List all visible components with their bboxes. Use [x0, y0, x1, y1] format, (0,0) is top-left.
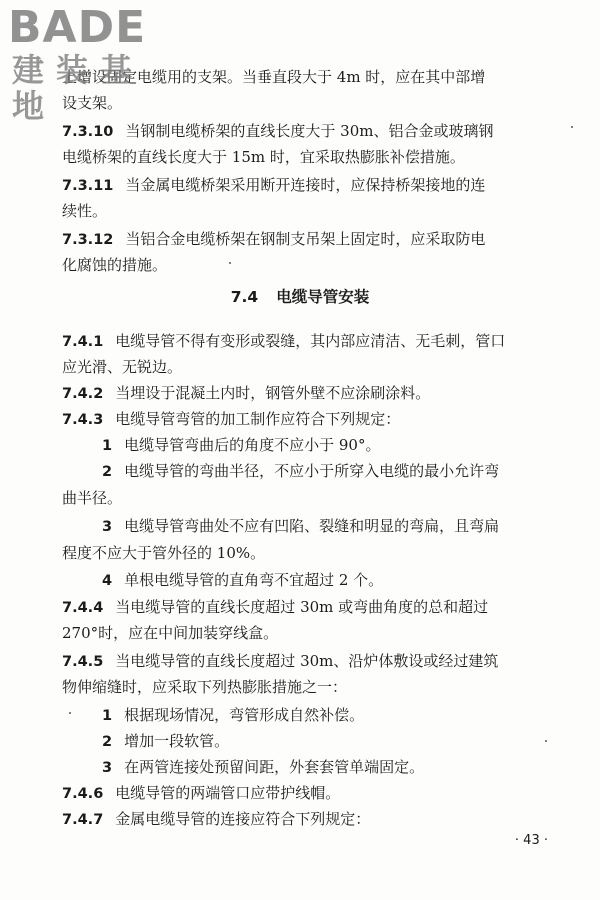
clause-7-4-7: 7.4.7 金属电缆导管的连接应符合下列规定： — [62, 810, 371, 828]
list-item: 3 在两管连接处预留间距，外套套管单端固定。 — [102, 758, 425, 776]
scan-speck — [69, 712, 71, 714]
text-line: 续性。 — [62, 202, 108, 220]
scan-speck — [571, 126, 573, 128]
clause-7-3-12: 7.3.12 当铝合金电缆桥架在钢制支吊架上固定时，应采取防电 — [62, 230, 486, 248]
clause-number: 7.4.3 — [62, 412, 104, 428]
clause-number: 7.4.5 — [62, 654, 104, 670]
clause-number: 7.3.10 — [62, 124, 114, 140]
scan-speck — [545, 740, 547, 742]
text-line: 物伸缩缝时，应采取下列热膨胀措施之一： — [62, 678, 348, 696]
section-heading — [0, 287, 600, 307]
section-number: 7.4 — [230, 288, 259, 306]
clause-number: 7.4.7 — [62, 812, 104, 828]
clause-7-4-4: 7.4.4 当电缆导管的直线长度超过 30m 或弯曲角度的总和超过 — [62, 598, 489, 616]
clause-7-4-2: 7.4.2 当埋设于混凝土内时，钢管外壁不应涂刷涂料。 — [62, 384, 431, 402]
clause-number: 7.4.6 — [62, 786, 104, 802]
list-item: 1 根据现场情况，弯管形成自然补偿。 — [102, 706, 365, 724]
clause-number: 7.3.12 — [62, 232, 114, 248]
text-line: 程度不应大于管外径的 10%。 — [62, 544, 266, 562]
clause-7-4-1: 7.4.1 电缆导管不得有变形或裂缝，其内部应清洁、无毛刺，管口 — [62, 332, 506, 350]
page-number: · 43 · — [514, 833, 548, 848]
clause-7-4-6: 7.4.6 电缆导管的两端管口应带护线帽。 — [62, 784, 341, 802]
scan-speck — [229, 262, 231, 264]
text-line: 电缆桥架的直线长度大于 15m 时，宜采取热膨胀补偿措施。 — [62, 148, 465, 166]
text-line: 化腐蚀的措施。 — [62, 256, 168, 274]
clause-7-4-5: 7.4.5 当电缆导管的直线长度超过 30m、沿炉体敷设或经过建筑 — [62, 652, 499, 670]
watermark-subtitle: 建装基地 — [12, 51, 145, 125]
text-line: 270°时，应在中间加装穿线盒。 — [62, 624, 279, 642]
text-line: 上增设固定电缆用的支架。当垂直段大于 4m 时，应在其中部增 — [62, 68, 486, 86]
clause-7-3-10: 7.3.10 当钢制电缆桥架的直线长度大于 30m、铝合金或玻璃钢 — [62, 122, 494, 140]
watermark-logo: BADE — [8, 2, 147, 53]
list-item: 2 电缆导管的弯曲半径，不应小于所穿入电缆的最小允许弯 — [102, 462, 500, 480]
list-item: 4 单根电缆导管的直角弯不宜超过 2 个。 — [102, 571, 384, 589]
text-line: 设支架。 — [62, 94, 123, 112]
list-item: 3 电缆导管弯曲处不应有凹陷、裂缝和明显的弯扁，且弯扁 — [102, 517, 500, 535]
list-item: 1 电缆导管弯曲后的角度不应小于 90°。 — [102, 436, 381, 454]
list-item: 2 增加一段软管。 — [102, 732, 230, 750]
text-line: 应光滑、无锐边。 — [62, 358, 183, 376]
clause-7-4-3: 7.4.3 电缆导管弯管的加工制作应符合下列规定： — [62, 410, 401, 428]
clause-7-3-11: 7.3.11 当金属电缆桥架采用断开连接时，应保持桥架接地的连 — [62, 176, 486, 194]
clause-number: 7.4.4 — [62, 600, 104, 616]
section-title: 电缆导管安装 — [276, 288, 370, 306]
clause-number: 7.3.11 — [62, 178, 114, 194]
clause-number: 7.4.1 — [62, 334, 104, 350]
text-line: 曲半径。 — [62, 489, 123, 507]
clause-number: 7.4.2 — [62, 386, 104, 402]
